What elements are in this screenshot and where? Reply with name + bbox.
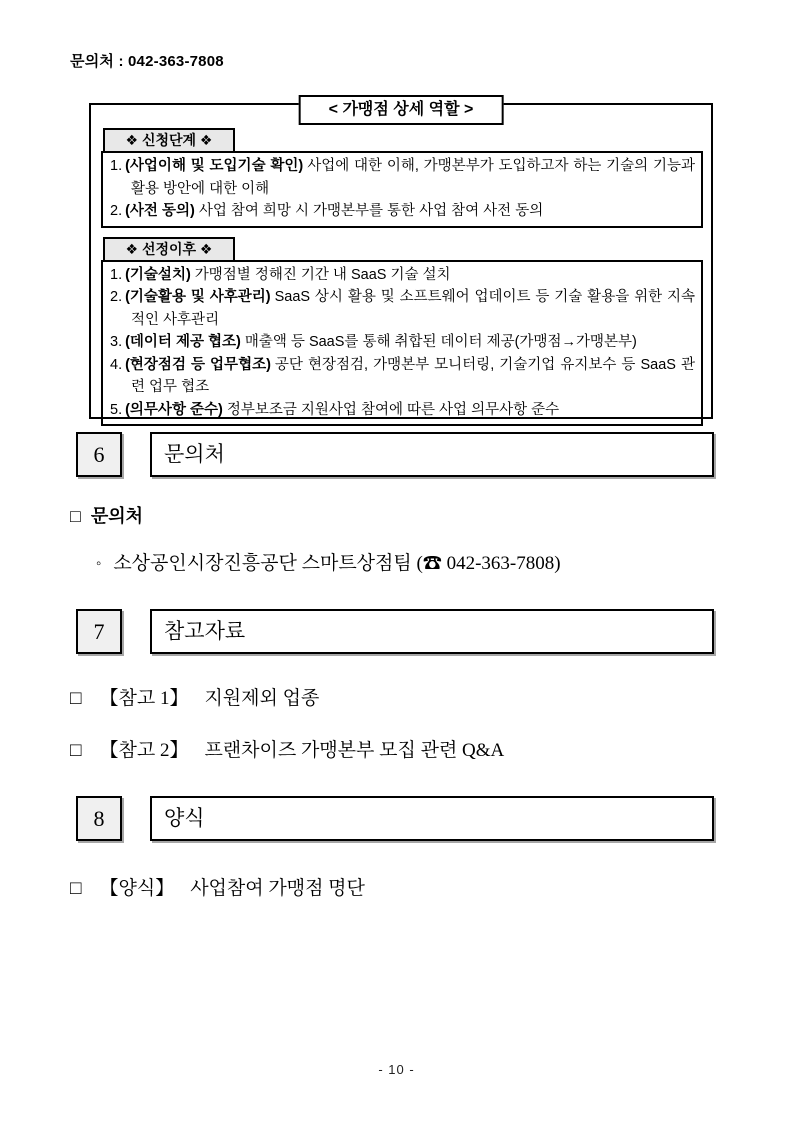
- square-bullet-icon: □: [70, 878, 82, 899]
- section-number-box: 7: [76, 609, 122, 654]
- contact-heading: [70, 502, 143, 528]
- section-header-6: [76, 432, 714, 477]
- reference-line-2: [70, 735, 504, 762]
- role-item: [110, 286, 695, 331]
- role-item-keyword: (기술활용 및 사후관리): [125, 289, 271, 305]
- role-item-text: SaaS 상시 활용 및 소프트웨어 업데이트 등 기술 활용을 위한 지속적인 사후관리: [131, 289, 695, 328]
- reference-tag: 【참고 1】: [99, 688, 189, 709]
- role-item-text: 사업에 대한 이해, 가맹본부가 도입하고자 하는 기술의 기능과 활용 방안에 대한 이해: [131, 158, 695, 197]
- role-item-text: 가맹점별 정해진 기간 내 SaaS 기술 설치: [194, 266, 451, 283]
- stage-tab-application: ❖ 신청단계 ❖: [103, 128, 235, 153]
- contact-detail-line: [96, 548, 561, 575]
- form-text: 사업참여 가맹점 명단: [190, 878, 365, 899]
- role-item: [110, 331, 695, 354]
- reference-text: 지원제외 업종: [204, 688, 320, 709]
- reference-tag: 【참고 2】: [99, 740, 189, 761]
- role-item-number: 1.: [110, 158, 123, 174]
- role-item-number: 2.: [110, 203, 123, 219]
- role-item: [110, 354, 695, 399]
- contact-heading-text: 문의처: [90, 506, 144, 526]
- form-line: [70, 873, 365, 900]
- role-item-keyword: (데이터 제공 협조): [125, 334, 241, 350]
- stage-list-application: [101, 151, 703, 228]
- section-title-box: 참고자료: [150, 609, 714, 654]
- roles-box-title: < 가맹점 상세 역할 >: [299, 95, 504, 125]
- section-number-box: 6: [76, 432, 122, 477]
- contact-detail-text: 소상공인시장진흥공단 스마트상점팀 (☎ 042-363-7808): [113, 553, 561, 574]
- page-number: - 10 -: [378, 1062, 415, 1077]
- section-header-8: [76, 796, 714, 841]
- role-item-text: 공단 현장점검, 가맹본부 모니터링, 기술기업 유지보수 등 SaaS 관련 업무 협조: [131, 356, 695, 395]
- section-title-box: 문의처: [150, 432, 714, 477]
- reference-line-1: [70, 683, 319, 710]
- role-item: [110, 264, 695, 287]
- stage-list-after-selection: [101, 260, 703, 427]
- role-item-number: 1.: [110, 266, 123, 283]
- role-item-keyword: (의무사항 준수): [125, 401, 223, 418]
- role-item-keyword: (기술설치): [125, 266, 191, 283]
- role-item-number: 3.: [110, 334, 123, 350]
- role-item-keyword: (현장점검 등 업무협조): [125, 356, 271, 373]
- franchise-roles-box: [89, 103, 713, 419]
- role-item-text: 사업 참여 희망 시 가맹본부를 통한 사업 참여 사전 동의: [198, 203, 544, 219]
- circle-bullet-icon: ◦: [96, 556, 102, 572]
- reference-text: 프랜차이즈 가맹본부 모집 관련 Q&A: [204, 740, 505, 761]
- role-item-number: 2.: [110, 289, 123, 305]
- section-number-box: 8: [76, 796, 122, 841]
- role-item-text: 정부보조금 지원사업 참여에 따른 사업 의무사항 준수: [226, 401, 560, 418]
- section-title-box: 양식: [150, 796, 714, 841]
- section-header-7: [76, 609, 714, 654]
- square-bullet-icon: □: [70, 740, 82, 761]
- form-tag: 【양식】: [99, 878, 175, 899]
- role-item-keyword: (사업이해 및 도입기술 확인): [125, 158, 304, 174]
- doc-contact-header: 문의처 : 042-363-7808: [70, 53, 224, 70]
- square-bullet-icon: □: [70, 688, 82, 709]
- role-item-keyword: (사전 동의): [125, 203, 195, 219]
- role-item-number: 4.: [110, 356, 123, 373]
- role-item-number: 5.: [110, 401, 123, 418]
- square-bullet-icon: □: [70, 506, 81, 526]
- stage-tab-after-selection: ❖ 선정이후 ❖: [103, 237, 235, 262]
- role-item-text: 매출액 등 SaaS를 통해 취합된 데이터 제공(가맹점→가맹본부): [244, 334, 637, 350]
- role-item: [110, 399, 695, 422]
- role-item: [110, 155, 695, 200]
- role-item: [110, 200, 695, 223]
